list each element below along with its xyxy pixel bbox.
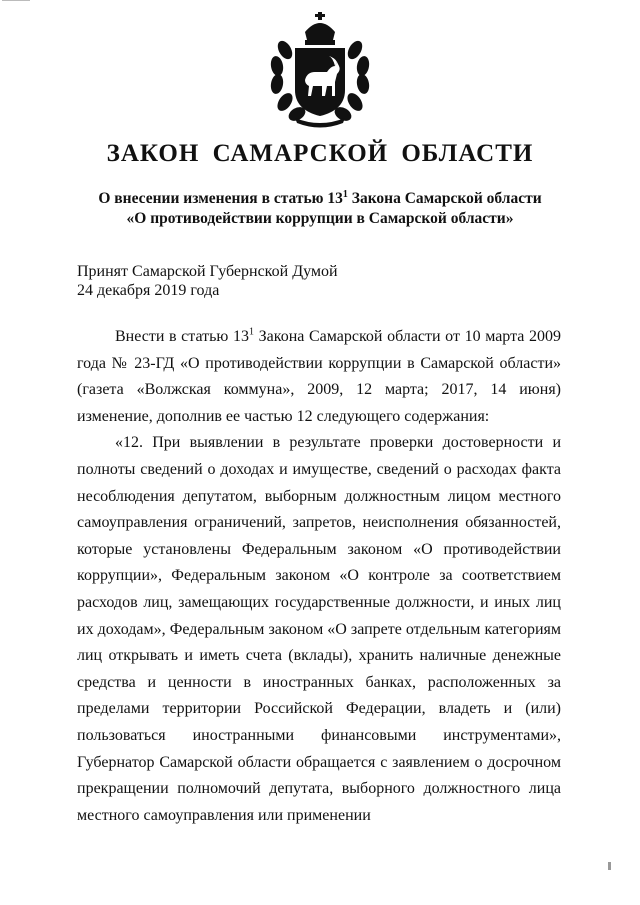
- superscript-1: 1: [342, 188, 348, 200]
- adoption-date: 24 декабря 2019 года: [77, 282, 220, 299]
- subtitle-line-2: «О противодействии коррупции в Самарской области»: [126, 210, 514, 227]
- superscript-1: 1: [249, 326, 254, 338]
- paragraph-part-12: «12. При выявлении в результате проверки достоверности и полноты сведений о доходах и имуществе, сведений о расходах факта несоблюдения депутатом, выборным должностным лицом местного самоуправления ограничений, запретов, неисполнения обязанностей, которые установлены Федеральным законом «О противодействии коррупции», Федеральным законом «О контроле за соответствием расходов лиц, замещающих государственные должности, и иных лиц их доходам», Федеральным законом «О запрете отдельным категориям лиц открывать и иметь счета (вклады), хранить наличные денежные средства и ценности в иностранных банках, расположенных за пределами территории Российской Федерации, владеть и (или) пользоваться иностранными финансовыми инструментами», Губернатор Самарской области обращается с заявлением о досрочном прекращении полномочий депутата, выборного должностного лица местного самоуправления или применении: [77, 434, 561, 824]
- samara-coat-of-arms-icon: [265, 10, 375, 128]
- adoption-note: [77, 262, 338, 300]
- paragraph-amendment: Внести в статью $13^1$ Закона Самарской области от 10 марта 2009 года № 23-ГД «О противодействии коррупции в Самарской области» (газета «Волжская коммуна», 2009, 12 марта; 2017, 14 июня) изменение, дополнив ее частью 12 следующего содержания:: [77, 326, 561, 425]
- law-body: [77, 324, 561, 829]
- scan-corner-mark: [2, 0, 30, 5]
- scan-edge-mark: [608, 862, 611, 870]
- adopted-by: Принят Самарской Губернской Думой: [77, 263, 338, 280]
- subtitle-line-1: О внесении изменения в статью $13^1$ Закона Самарской области: [98, 188, 542, 207]
- law-subtitle: [0, 189, 640, 229]
- law-title: ЗАКОН САМАРСКОЙ ОБЛАСТИ: [106, 140, 534, 167]
- coat-of-arms-emblem: [265, 10, 375, 128]
